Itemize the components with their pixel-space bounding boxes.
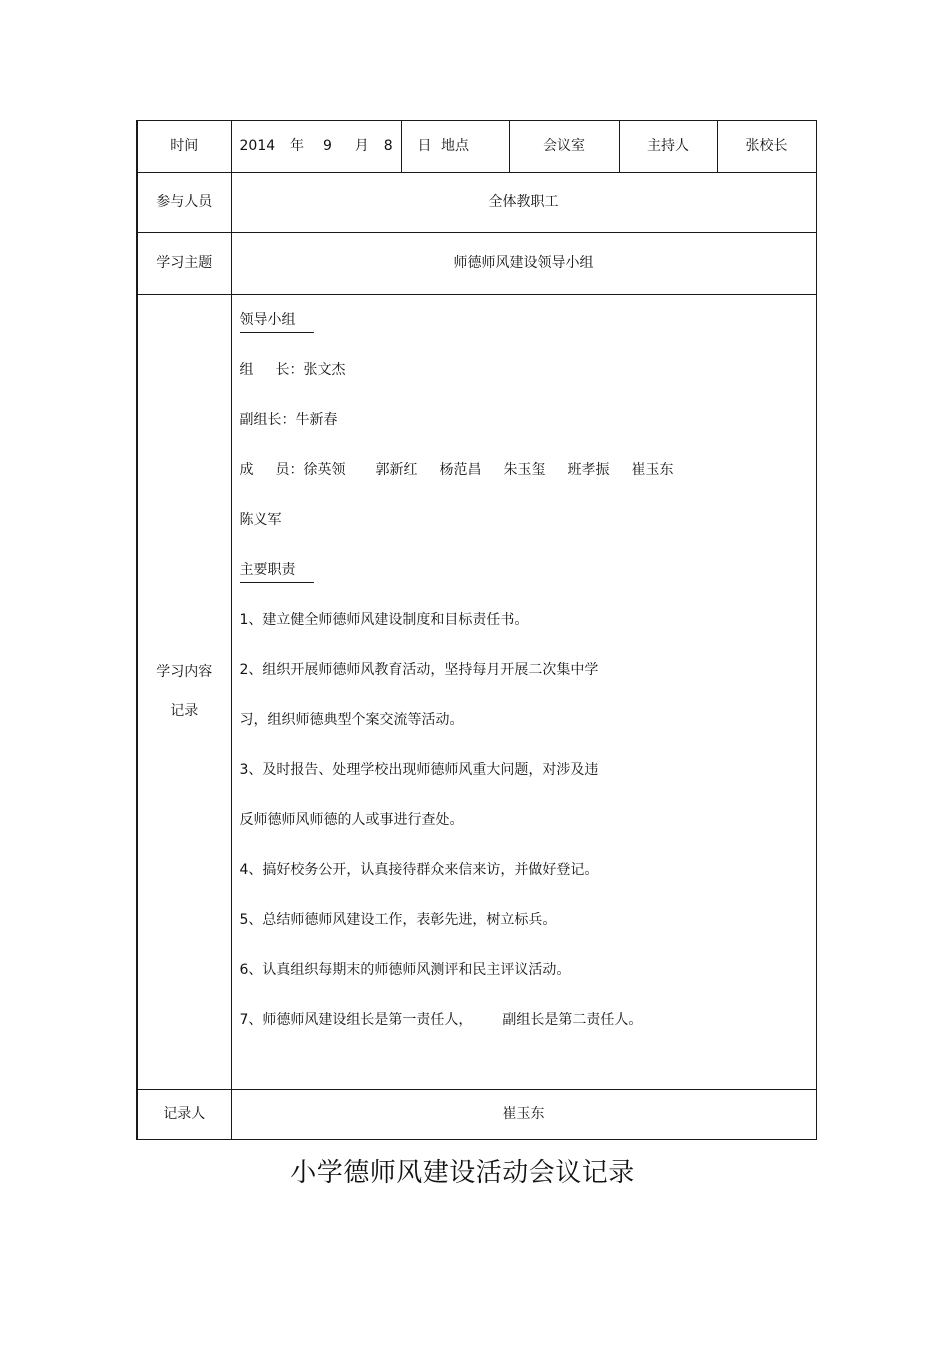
leader-label-2: 长： — [275, 362, 304, 378]
date-day-unit: 日 — [417, 138, 432, 155]
member-name: 杨范昌 — [439, 462, 482, 478]
member-name: 陈义军 — [239, 512, 282, 528]
duty-line: 反师德师风师德的人或事进行查处。 — [239, 812, 464, 828]
content-label — [137, 295, 231, 1090]
member-name: 朱玉玺 — [503, 462, 546, 478]
duties-heading-line — [240, 545, 806, 595]
participants-row — [137, 173, 816, 233]
member-name: 徐英领 — [303, 462, 346, 478]
date-month-unit: 月 — [354, 138, 369, 155]
location-label: 地点 — [401, 121, 509, 173]
host-value: 张校长 — [717, 121, 816, 173]
date-year: 2014 — [239, 138, 276, 155]
meeting-date — [231, 121, 432, 173]
members-label-1: 成 — [239, 462, 254, 478]
duties-heading: 主要职责 — [240, 558, 314, 583]
deputy-name: 牛新春 — [295, 412, 338, 428]
date-year-unit: 年 — [290, 138, 305, 155]
header-row — [137, 121, 816, 173]
duty-line: 6、认真组织每期末的师德师风测评和民主评议活动。 — [239, 962, 571, 978]
content-row — [137, 295, 816, 1090]
duty-7-part2: 副组长是第二责任人。 — [502, 1012, 643, 1028]
topic-row — [137, 233, 816, 295]
recorder-value: 崔玉东 — [231, 1090, 816, 1140]
duty-line: 2、组织开展师德师风教育活动，坚持每月开展二次集中学 — [239, 662, 599, 678]
participants-value: 全体教职工 — [231, 173, 816, 233]
content-body — [231, 295, 816, 1090]
group-heading: 领导小组 — [240, 308, 314, 333]
duty-line: 1、建立健全师德师风建设制度和目标责任书。 — [239, 612, 529, 628]
content-label-line1: 学习内容 — [156, 664, 213, 681]
duty-line: 4、搞好校务公开，认真接待群众来信来访，并做好登记。 — [239, 862, 599, 878]
date-month: 9 — [322, 138, 332, 155]
topic-label: 学习主题 — [137, 233, 231, 295]
document-title: 小学德师风建设活动会议记录 — [290, 1158, 635, 1188]
duty-line-7 — [240, 995, 806, 1045]
deputy-label: 副组长： — [239, 412, 296, 428]
leader-label-1: 组 — [239, 362, 254, 378]
members-line-2 — [240, 495, 806, 545]
participants-label: 参与人员 — [137, 173, 231, 233]
members-label-2: 员： — [275, 462, 304, 478]
content-label-line2: 记录 — [170, 703, 199, 719]
duty-line: 3、及时报告、处理学校出现师德师风重大问题，对涉及违 — [239, 762, 599, 778]
location-value: 会议室 — [509, 121, 619, 173]
host-label: 主持人 — [619, 121, 717, 173]
meeting-record-table — [136, 120, 817, 1140]
members-line — [240, 445, 806, 495]
duty-line: 习，组织师德典型个案交流等活动。 — [239, 712, 464, 728]
deputy-line — [240, 395, 806, 445]
recorder-row — [137, 1090, 816, 1140]
member-name: 郭新红 — [375, 462, 418, 478]
topic-value: 师德师风建设领导小组 — [231, 233, 816, 295]
leader-name: 张文杰 — [303, 362, 346, 378]
date-day: 8 — [383, 138, 393, 155]
duty-line: 5、总结师德师风建设工作，表彰先进，树立标兵。 — [239, 912, 557, 928]
member-name: 崔玉东 — [631, 462, 674, 478]
recorder-label: 记录人 — [137, 1090, 231, 1140]
duty-7-part1: 7、师德师风建设组长是第一责任人， — [239, 1012, 473, 1028]
member-name: 班孝振 — [567, 462, 610, 478]
group-heading-line — [240, 295, 806, 345]
leader-line — [240, 345, 806, 395]
time-label: 时间 — [137, 121, 231, 173]
